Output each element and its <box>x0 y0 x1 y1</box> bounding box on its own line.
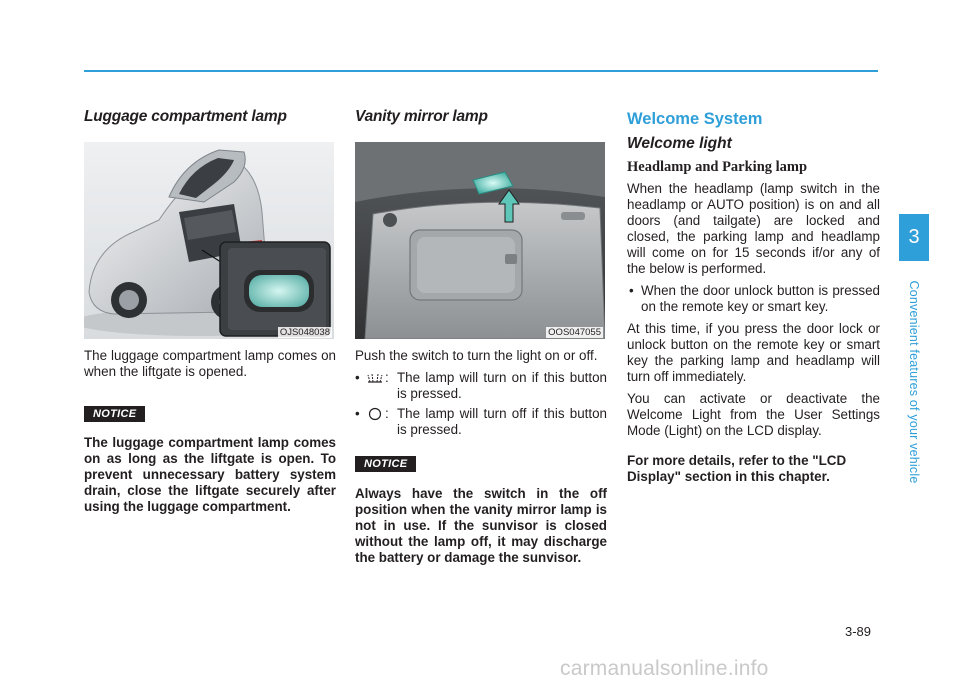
vanity-lamp-body: Push the switch to turn the light on or off. <box>355 348 598 363</box>
image-code: OOS047055 <box>548 327 601 338</box>
sunvisor-illustration <box>355 142 605 339</box>
chapter-number-tab: 3 <box>899 214 929 261</box>
headlamp-heading: Headlamp and Parking lamp <box>627 159 808 175</box>
luggage-lamp-notice-text: The luggage compartment lamp comes on as long as the liftgate is open. To prevent unnecessary battery system drain, close the liftgate securely after using the luggage compartment. <box>84 435 336 514</box>
vanity-lamp-photo <box>355 142 605 339</box>
welcome-para-4: For more details, refer to the "LCD Display" section in this chapter. <box>627 453 847 484</box>
welcome-para-2: At this time, if you press the door lock or unlock button on the remote key or smart key the parking lamp and headlamp will turn off immediately. <box>627 321 880 384</box>
welcome-system-column <box>627 108 880 485</box>
welcome-para-3: You can activate or deactivate the Welcome Light from the User Settings Mode (Light) on the LCD display. <box>627 391 880 438</box>
lamp-off-icon <box>365 406 385 422</box>
luggage-lamp-body: The luggage compartment lamp comes on when the liftgate is opened. <box>84 348 336 379</box>
luggage-lamp-photo <box>84 142 334 339</box>
welcome-system-title: Welcome System <box>627 110 763 128</box>
watermark: carmanualsonline.info <box>560 657 769 680</box>
welcome-para-1: When the headlamp (lamp switch in the headlamp or AUTO position) is on and all doors (and tailgate) are locked and closed, the parking lamp and headlamp will come on for 15 seconds if/or any of the below is performed. <box>627 181 880 276</box>
car-liftgate-illustration <box>84 142 334 339</box>
vanity-bullet-off: • : The lamp will turn off if this button is pressed. <box>355 406 607 437</box>
luggage-lamp-column <box>84 108 336 515</box>
notice-badge: NOTICE <box>355 456 416 472</box>
top-rule <box>84 70 878 72</box>
notice-badge: NOTICE <box>84 406 145 422</box>
lamp-on-icon <box>365 370 385 386</box>
page-number: 3-89 <box>845 624 872 639</box>
vanity-lamp-notice-text: Always have the switch in the off position when the vanity mirror lamp is not in use. If the sunvisor is closed without the lamp off, it may discharge the battery or damage the sunvisor. <box>355 486 607 565</box>
welcome-bullet: • When the door unlock button is pressed on the remote key or smart key. <box>629 283 880 314</box>
image-code: OJS048038 <box>279 327 330 338</box>
welcome-light-subtitle: Welcome light <box>627 135 732 152</box>
vanity-lamp-title: Vanity mirror lamp <box>355 108 488 125</box>
vanity-lamp-column <box>355 108 607 566</box>
vanity-bullet-on: • : The lamp will turn on if this button is pressed. <box>355 370 607 401</box>
chapter-title-vertical: Convenient features of your vehicle <box>907 280 921 484</box>
luggage-lamp-title: Luggage compartment lamp <box>84 108 287 125</box>
